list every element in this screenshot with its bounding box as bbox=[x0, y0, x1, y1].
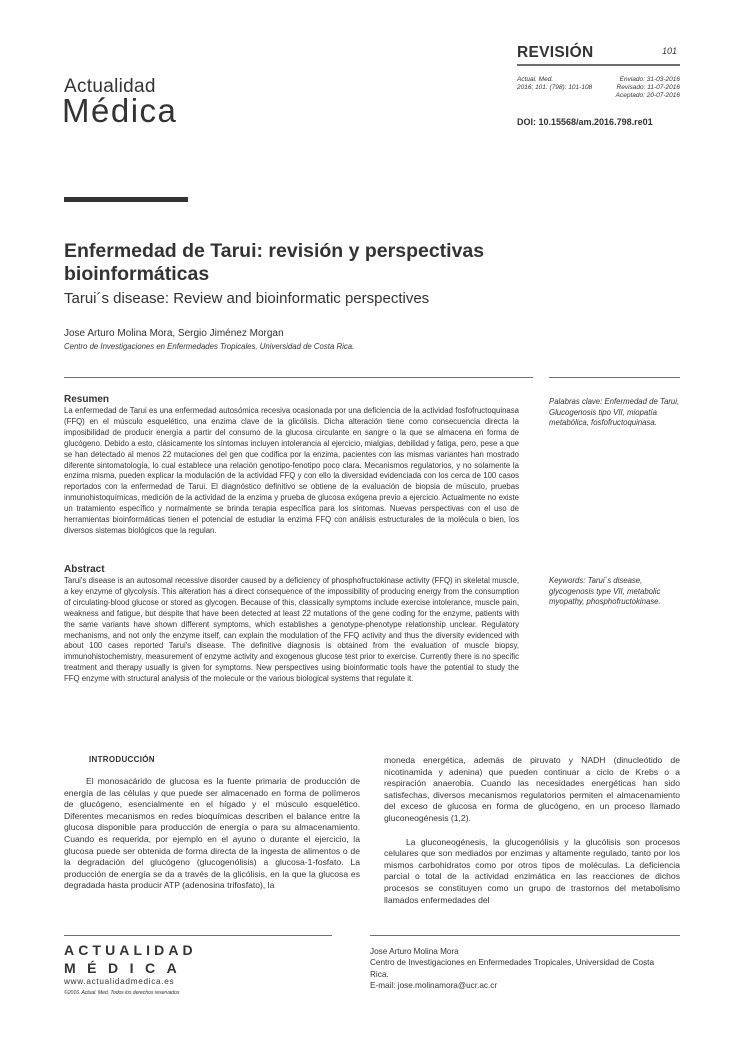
date-sent: Enviado: 31-03-2016 bbox=[619, 76, 680, 83]
abstract-divider bbox=[64, 377, 533, 378]
citation-journal: Actual. Med. bbox=[517, 76, 554, 83]
body-column-left bbox=[64, 776, 360, 892]
paragraph: moneda energética, además de piruvato y NADH (dinucleótido de nicotinamida y adenina) que pueden continuar a ciclo de Krebs o a respiración anaerobia. Cuando las necesidades energéticas han sido satisfechas, diversos mecanismos regulatorios permiten el almacenamiento del exceso de glucosa en forma de glucógeno, en un proceso llamado gluconeogénesis (1,2). bbox=[384, 755, 680, 823]
date-revised: Revisado: 11-07-2016 bbox=[616, 84, 680, 91]
correspondence-affiliation: Centro de Investigaciones en Enfermedades Tropicales, Universidad de Costa Rica. bbox=[370, 958, 654, 979]
resumen-heading: Resumen bbox=[64, 394, 110, 405]
section-label: REVISIÓN bbox=[517, 44, 594, 61]
journal-logo-line1: Actualidad bbox=[64, 76, 156, 97]
footer-logo-line1: ACTUALIDAD bbox=[64, 942, 197, 958]
resumen-keywords: Palabras clave: Enfermedad de Tarui, Glucogenosis tipo VII, miopatía metabólica, fosfofructoquinasa. bbox=[549, 397, 680, 428]
correspondence-name: Jose Arturo Molina Mora bbox=[370, 947, 459, 956]
citation-volume: 2016; 101: (798): 101-108 bbox=[517, 84, 593, 91]
page-number: 101 bbox=[662, 46, 678, 56]
footer-copyright: ©2016. Actual. Med. Todos los derechos reservados bbox=[64, 990, 180, 996]
date-accepted: Aceptado: 20-07-2016 bbox=[615, 92, 680, 99]
journal-logo-line2: Médica bbox=[62, 92, 178, 129]
footer-divider-left bbox=[64, 935, 332, 936]
title-accent-bar bbox=[64, 197, 188, 202]
article-subtitle: Tarui´s disease: Review and bioinformatic perspectives bbox=[64, 290, 430, 307]
paragraph: La gluconeogénesis, la glucogenólisis y la glucólisis son procesos celulares que son mediados por enzimas y altamente regulado, tanto por los mismos carbohidratos como por otros tipos de moléculas. La deficiencia parcial o total de la actividad enzimática en las reacciones de dichos procesos se constituyen como un grupo de trastornos del metabolismo llamados enfermedades del bbox=[384, 836, 680, 905]
doi: DOI: 10.15568/am.2016.798.re01 bbox=[517, 117, 653, 127]
paragraph: El monosacárido de glucosa es la fuente primaria de producción de energía de las células y que puede ser almacenado en forma de polímeros de glucógeno, esencialmente en el hígado y el músculo esquelético. Diferentes mecanismos en redes bioquímicas describen el balance entre la glucosa disponible para producción de energía o para su almacenamiento. Cuando es requerida, por ejemplo en el ayuno o durante el ejercicio, la glucosa puede ser obtenida de forma directa de la ingesta de alimentos o de la degradación del glucógeno (glucogenólisis) a glucosa-1-fosfato. La producción de energía se da a través de la glicólisis, en la que la glucosa es degradada hasta producir ATP (adenosina trifosfato), la bbox=[64, 776, 360, 891]
section-heading-introduccion: INTRODUCCIÓN bbox=[89, 755, 155, 764]
correspondence-email: E-mail: jose.molinamora@ucr.ac.cr bbox=[370, 981, 498, 991]
citation-dates bbox=[602, 76, 680, 100]
citation-info bbox=[517, 76, 602, 92]
correspondence bbox=[370, 946, 670, 992]
affiliation: Centro de Investigaciones en Enfermedades Tropicales, Universidad de Costa Rica. bbox=[64, 342, 355, 351]
footer-logo-line2: MÉDICA bbox=[64, 960, 189, 976]
article-title: Enfermedad de Tarui: revisión y perspectivas bioinformáticas bbox=[64, 240, 485, 285]
footer-divider-right bbox=[370, 935, 680, 936]
abstract-text: Tarui's disease is an autosomal recessive disorder caused by a deficiency of phosphofructokinase activity (FFQ) in skeletal muscle, a key enzyme of glycolysis. This alteration has a direct consequence of the impossibility of producing energy from the consumption of circulating-blood glucose or stored as glycogen. Because of this, classically symptoms include exercise intolerance, muscle pain, weakness and fatigue, but despite that have been detected at least 22 mutations of the gene coding for the enzyme, patients with the same variants have shown different symptoms, which establishes a genotype-phenotype relationship unclear. Regulatory mechanisms, and not only the enzyme itself, can explain the modulation of the FFQ activity and thus the diversity evidenced with about 100 cases reported Tarui's disease. The definitive diagnosis is obtained from the evaluation of muscle biopsy, immunohistochemistry, measurement of enzyme activity and exogenous glucose test prior to exercise. Currently there is no specific treatment and therapy usually is given for symptoms. New perspectives using bioinformatic tools have the potential to study the FFQ enzyme with structural analysis of the molecule or the various biological systems that regulate it. bbox=[64, 576, 519, 684]
abstract-heading: Abstract bbox=[64, 564, 105, 575]
header-divider bbox=[517, 64, 680, 66]
resumen-text: La enfermedad de Tarui es una enfermedad autosómica recesiva ocasionada por una deficiencia de la actividad fosfofructoquinasa (FFQ) en el músculo esquelético, una enzima clave de la glicólisis. Dicha alteración tiene como consecuencia directa la imposibilidad de producir energía a partir del consumo de la glucosa circulante en sangre o la que se almacena en forma de glucógeno. Debido a esto, clásicamente los síntomas incluyen intolerancia al ejercicio, mialgias, debilidad y fatiga, pero, pese a que se han detectado al menos 22 mutaciones del gen que codifica por la enzima, pacientes con las mismas variantes han mostrado diferente sintomatología, lo cual establece una relación genotipo-fenotipo poco clara. Mecanismos regulatorios, y no solamente la enzima misma, pueden explicar la modulación de la actividad FFQ y con ello la diversidad evidenciada con los cerca de 100 casos reportados con la enfermedad de Tarui. El diagnóstico definitivo se obtiene de la evaluación de biopsia de músculo, pruebas inmunohistoquímicas, medición de la actividad de la enzima y prueba de glucosa exógena previo a ejercicio. Actualmente no existe un tratamiento específico y normalmente se brinda terapia específica para los síntomas. Nuevas perspectivas con el uso de herramientas bioinformáticas tienen el potencial de estudiar la enzima FFQ con análisis estructurales de la molécula o bien, los diversos sistemas biológicos que la regulan. bbox=[64, 406, 519, 535]
authors: Jose Arturo Molina Mora, Sergio Jiménez Morgan bbox=[64, 328, 284, 339]
body-column-right bbox=[384, 755, 680, 906]
footer-website: www.actualidadmedica.es bbox=[64, 977, 175, 986]
abstract-keywords: Keywords: Tarui´s disease, glycogenosis type VII, metabolic myopathy, phosphofructokinase. bbox=[549, 576, 661, 607]
keywords-divider bbox=[549, 377, 680, 378]
